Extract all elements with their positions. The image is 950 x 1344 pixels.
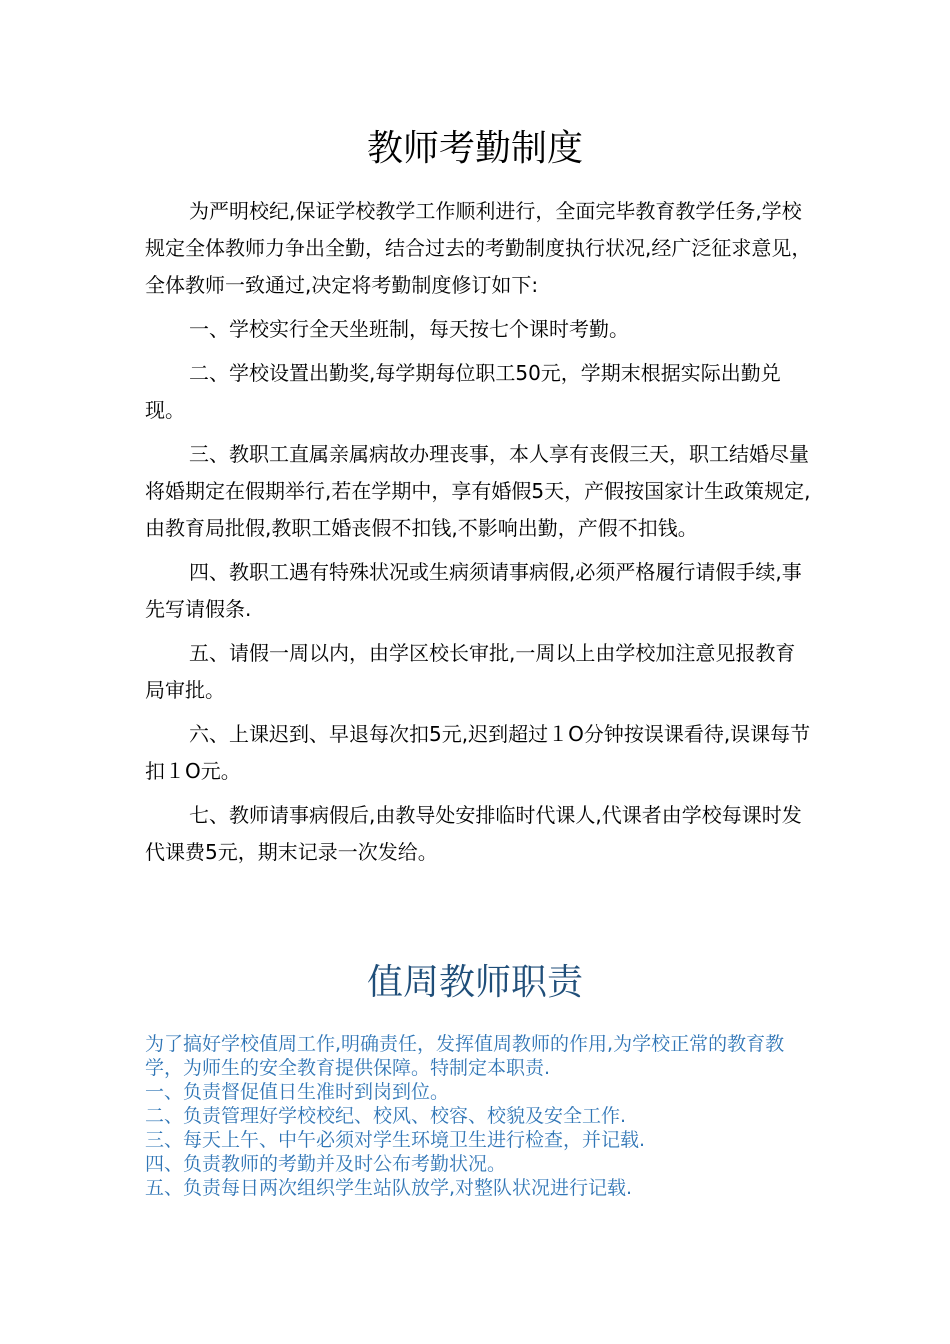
rule-paragraph: 五、请假一周以内，由学区校长审批,一周以上由学校加注意见报教育局审批。 [145,641,796,702]
rule-paragraph: 六、上课迟到、早退每次扣5元,迟到超过１O分钟按误课看待,误课每节扣１O元。 [145,722,811,783]
intro-paragraph: 为严明校纪,保证学校教学工作顺利进行，全面完毕教育教学任务,学校规定全体教师力争出全勤，结合过去的考勤制度执行状况,经广泛征求意见，全体教师一致通过,决定将考勤制度修订如下: [145,199,812,297]
rule-paragraph: 四、教职工遇有特殊状况或生病须请事病假,必须严格履行请假手续,事先写请假条. [145,560,802,621]
duty-item: 二、负责管理好学校校纪、校风、校容、校貌及安全工作. [145,1105,627,1127]
page-title: 教师考勤制度 [366,128,583,169]
rule-paragraph: 三、教职工直属亲属病故办理丧事，本人享有丧假三天，职工结婚尽量将婚期定在假期举行,若在学期中，享有婚假5天，产假按国家计生政策规定,由教育局批假,教职工婚丧假不扣钱,不影响出勤，产假不扣钱。 [145,442,811,540]
duty-item: 三、每天上午、中午必须对学生环境卫生进行检查，并记载. [145,1129,646,1151]
duty-section [145,1032,813,1200]
duty-item: 五、负责每日两次组织学生站队放学,对整队状况进行记载. [145,1177,633,1199]
rule-paragraph: 一、学校实行全天坐班制，每天按七个课时考勤。 [189,317,629,341]
section-title: 值周教师职责 [366,962,583,1003]
rule-paragraph: 二、学校设置出勤奖,每学期每位职工50元，学期末根据实际出勤兑现。 [145,361,781,422]
rule-paragraph: 七、教师请事病假后,由教导处安排临时代课人,代课者由学校每课时发代课费5元，期末记录一次发给。 [145,803,802,864]
duty-item: 一、负责督促值日生准时到岗到位。 [145,1081,450,1103]
attendance-section [145,193,813,878]
duty-intro: 为了搞好学校值周工作,明确责任，发挥值周教师的作用,为学校正常的教育教学，为师生的安全教育提供保障。特制定本职责. [145,1033,785,1079]
duty-item: 四、负责教师的考勤并及时公布考勤状况。 [145,1153,507,1175]
